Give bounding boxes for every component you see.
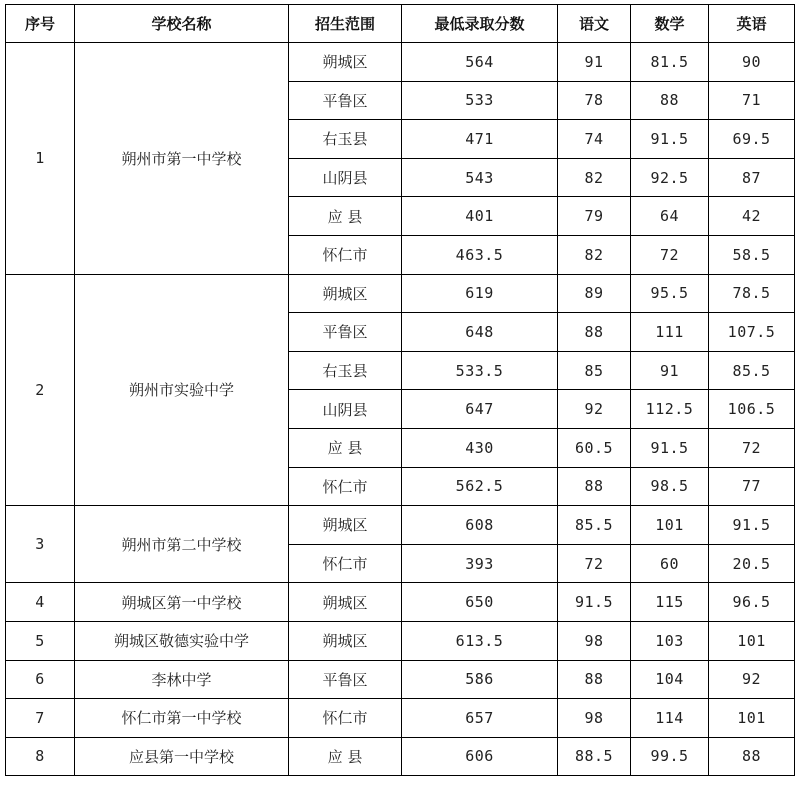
english-score-cell: 101 <box>709 699 795 738</box>
math-score-cell: 112.5 <box>631 390 709 429</box>
english-score-cell: 101 <box>709 621 795 660</box>
header-school-name: 学校名称 <box>75 5 289 43</box>
table-row <box>6 737 795 776</box>
english-score-cell: 69.5 <box>709 120 795 159</box>
school-index-cell: 4 <box>6 583 75 622</box>
header-math: 数学 <box>631 5 709 43</box>
school-name-cell: 朔州市第二中学校 <box>75 506 289 583</box>
enrollment-area-cell: 平鲁区 <box>289 660 402 699</box>
min-score-cell: 463.5 <box>402 235 558 274</box>
min-score-cell: 648 <box>402 313 558 352</box>
enrollment-area-cell: 应 县 <box>289 197 402 236</box>
chinese-score-cell: 98 <box>558 621 631 660</box>
min-score-cell: 647 <box>402 390 558 429</box>
table-row <box>6 274 795 313</box>
header-min-score: 最低录取分数 <box>402 5 558 43</box>
school-name-cell: 朔州市实验中学 <box>75 274 289 506</box>
english-score-cell: 87 <box>709 158 795 197</box>
school-name-cell: 朔州市第一中学校 <box>75 43 289 275</box>
math-score-cell: 91.5 <box>631 120 709 159</box>
math-score-cell: 114 <box>631 699 709 738</box>
english-score-cell: 107.5 <box>709 313 795 352</box>
school-name-cell: 应县第一中学校 <box>75 737 289 776</box>
chinese-score-cell: 85 <box>558 351 631 390</box>
chinese-score-cell: 89 <box>558 274 631 313</box>
table-row <box>6 660 795 699</box>
math-score-cell: 115 <box>631 583 709 622</box>
chinese-score-cell: 88.5 <box>558 737 631 776</box>
enrollment-area-cell: 怀仁市 <box>289 235 402 274</box>
table-body <box>6 43 795 776</box>
min-score-cell: 586 <box>402 660 558 699</box>
english-score-cell: 20.5 <box>709 544 795 583</box>
table-row <box>6 621 795 660</box>
chinese-score-cell: 88 <box>558 467 631 506</box>
chinese-score-cell: 72 <box>558 544 631 583</box>
english-score-cell: 92 <box>709 660 795 699</box>
chinese-score-cell: 91.5 <box>558 583 631 622</box>
table-row <box>6 583 795 622</box>
min-score-cell: 562.5 <box>402 467 558 506</box>
enrollment-area-cell: 平鲁区 <box>289 313 402 352</box>
english-score-cell: 71 <box>709 81 795 120</box>
math-score-cell: 92.5 <box>631 158 709 197</box>
min-score-cell: 606 <box>402 737 558 776</box>
english-score-cell: 106.5 <box>709 390 795 429</box>
math-score-cell: 60 <box>631 544 709 583</box>
chinese-score-cell: 74 <box>558 120 631 159</box>
table-header <box>6 5 795 43</box>
math-score-cell: 72 <box>631 235 709 274</box>
min-score-cell: 533 <box>402 81 558 120</box>
table-row <box>6 506 795 545</box>
min-score-cell: 401 <box>402 197 558 236</box>
school-name-cell: 李林中学 <box>75 660 289 699</box>
min-score-cell: 650 <box>402 583 558 622</box>
chinese-score-cell: 82 <box>558 158 631 197</box>
math-score-cell: 88 <box>631 81 709 120</box>
enrollment-area-cell: 怀仁市 <box>289 467 402 506</box>
header-english: 英语 <box>709 5 795 43</box>
math-score-cell: 95.5 <box>631 274 709 313</box>
school-index-cell: 2 <box>6 274 75 506</box>
enrollment-area-cell: 朔城区 <box>289 583 402 622</box>
english-score-cell: 42 <box>709 197 795 236</box>
enrollment-area-cell: 山阴县 <box>289 390 402 429</box>
school-index-cell: 7 <box>6 699 75 738</box>
enrollment-area-cell: 朔城区 <box>289 274 402 313</box>
school-index-cell: 8 <box>6 737 75 776</box>
header-index: 序号 <box>6 5 75 43</box>
chinese-score-cell: 98 <box>558 699 631 738</box>
enrollment-area-cell: 朔城区 <box>289 43 402 82</box>
header-enrollment-area: 招生范围 <box>289 5 402 43</box>
min-score-cell: 613.5 <box>402 621 558 660</box>
school-index-cell: 5 <box>6 621 75 660</box>
chinese-score-cell: 82 <box>558 235 631 274</box>
chinese-score-cell: 78 <box>558 81 631 120</box>
enrollment-area-cell: 应 县 <box>289 428 402 467</box>
english-score-cell: 58.5 <box>709 235 795 274</box>
math-score-cell: 81.5 <box>631 43 709 82</box>
chinese-score-cell: 91 <box>558 43 631 82</box>
enrollment-area-cell: 山阴县 <box>289 158 402 197</box>
enrollment-area-cell: 朔城区 <box>289 506 402 545</box>
min-score-cell: 533.5 <box>402 351 558 390</box>
math-score-cell: 111 <box>631 313 709 352</box>
chinese-score-cell: 85.5 <box>558 506 631 545</box>
english-score-cell: 85.5 <box>709 351 795 390</box>
math-score-cell: 91 <box>631 351 709 390</box>
english-score-cell: 91.5 <box>709 506 795 545</box>
math-score-cell: 101 <box>631 506 709 545</box>
school-name-cell: 怀仁市第一中学校 <box>75 699 289 738</box>
math-score-cell: 99.5 <box>631 737 709 776</box>
chinese-score-cell: 88 <box>558 313 631 352</box>
min-score-cell: 430 <box>402 428 558 467</box>
school-index-cell: 6 <box>6 660 75 699</box>
math-score-cell: 104 <box>631 660 709 699</box>
school-index-cell: 1 <box>6 43 75 275</box>
chinese-score-cell: 79 <box>558 197 631 236</box>
min-score-cell: 543 <box>402 158 558 197</box>
table-row <box>6 43 795 82</box>
english-score-cell: 88 <box>709 737 795 776</box>
math-score-cell: 98.5 <box>631 467 709 506</box>
header-row <box>6 5 795 43</box>
admission-score-table <box>5 4 795 776</box>
header-chinese: 语文 <box>558 5 631 43</box>
english-score-cell: 90 <box>709 43 795 82</box>
math-score-cell: 64 <box>631 197 709 236</box>
math-score-cell: 103 <box>631 621 709 660</box>
chinese-score-cell: 88 <box>558 660 631 699</box>
math-score-cell: 91.5 <box>631 428 709 467</box>
min-score-cell: 564 <box>402 43 558 82</box>
english-score-cell: 77 <box>709 467 795 506</box>
enrollment-area-cell: 右玉县 <box>289 351 402 390</box>
english-score-cell: 78.5 <box>709 274 795 313</box>
min-score-cell: 471 <box>402 120 558 159</box>
enrollment-area-cell: 朔城区 <box>289 621 402 660</box>
min-score-cell: 657 <box>402 699 558 738</box>
school-name-cell: 朔城区敬德实验中学 <box>75 621 289 660</box>
enrollment-area-cell: 怀仁市 <box>289 699 402 738</box>
min-score-cell: 393 <box>402 544 558 583</box>
enrollment-area-cell: 怀仁市 <box>289 544 402 583</box>
chinese-score-cell: 92 <box>558 390 631 429</box>
enrollment-area-cell: 应 县 <box>289 737 402 776</box>
enrollment-area-cell: 右玉县 <box>289 120 402 159</box>
min-score-cell: 608 <box>402 506 558 545</box>
enrollment-area-cell: 平鲁区 <box>289 81 402 120</box>
english-score-cell: 96.5 <box>709 583 795 622</box>
table-row <box>6 699 795 738</box>
school-name-cell: 朔城区第一中学校 <box>75 583 289 622</box>
school-index-cell: 3 <box>6 506 75 583</box>
english-score-cell: 72 <box>709 428 795 467</box>
min-score-cell: 619 <box>402 274 558 313</box>
chinese-score-cell: 60.5 <box>558 428 631 467</box>
